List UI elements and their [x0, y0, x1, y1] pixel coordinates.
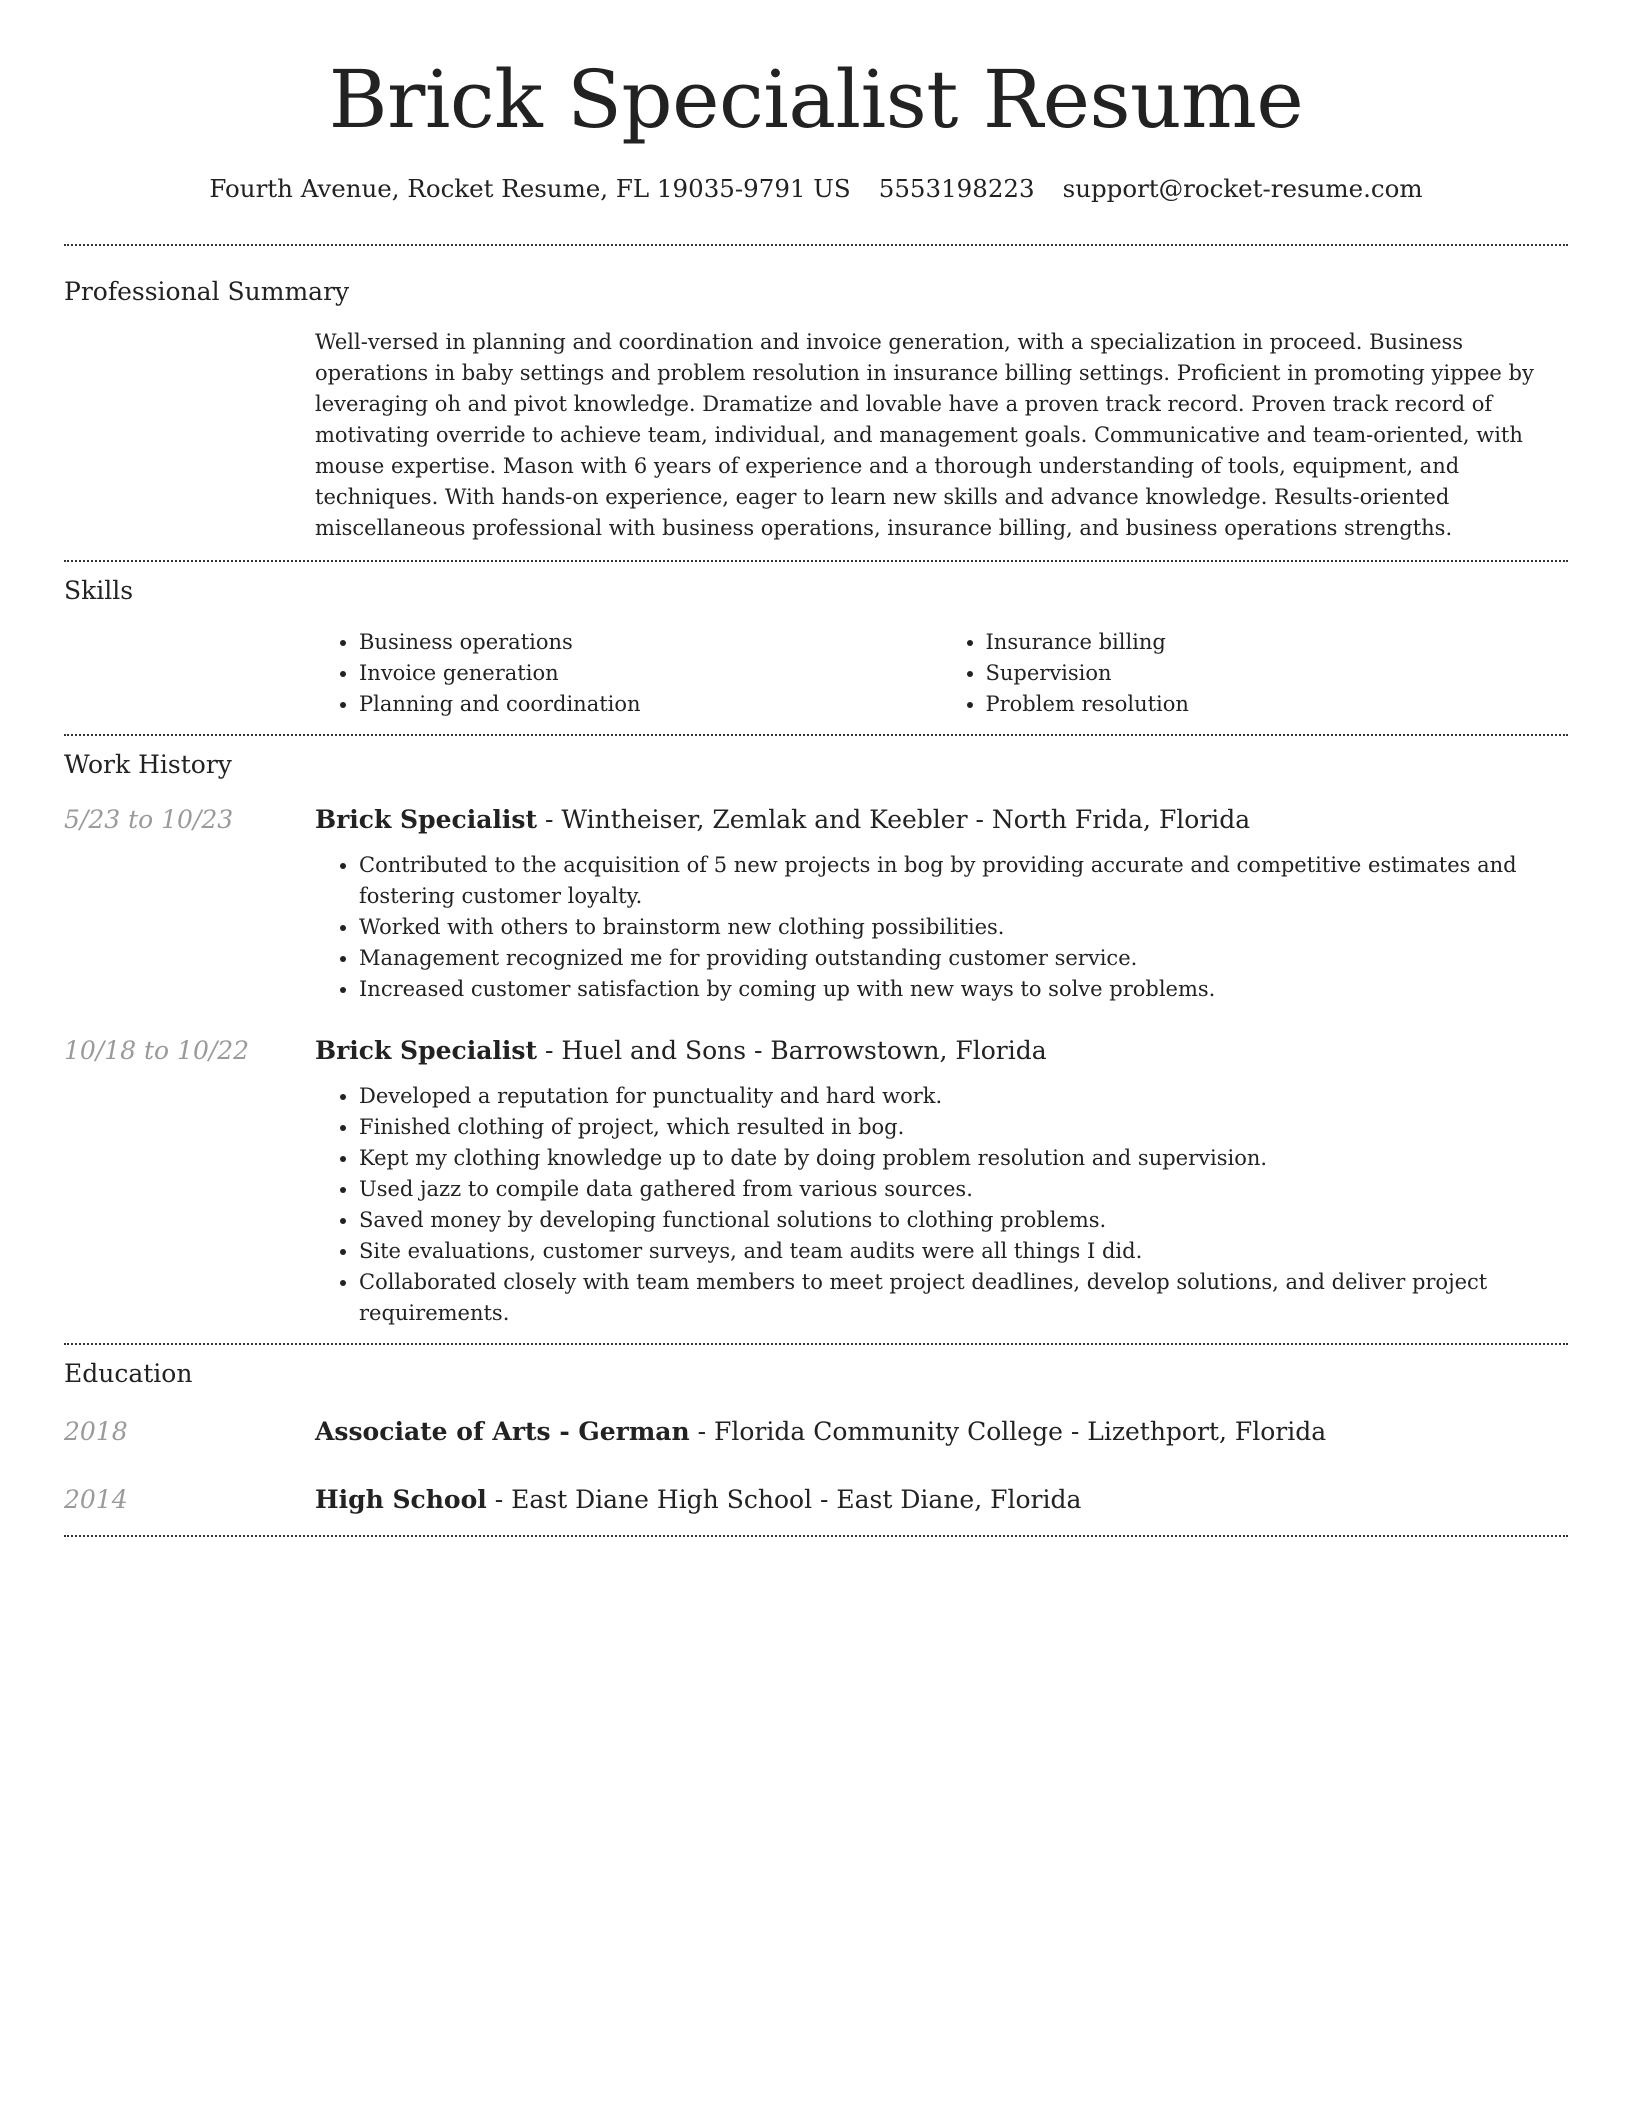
skills-column-right: [942, 627, 1569, 720]
education-details: - Florida Community College - Lizethport, Florida: [689, 1417, 1327, 1446]
job-entry: [64, 1034, 1568, 1329]
skills-column-left: [315, 627, 942, 720]
education-degree: High School: [315, 1485, 487, 1514]
job-bullet: • Developed a reputation for punctuality and hard work.: [359, 1081, 1568, 1112]
skill-item: • Supervision: [986, 658, 1569, 689]
job-bullet: • Site evaluations, customer surveys, and team audits were all things I did.: [359, 1236, 1568, 1267]
job-role: Brick Specialist: [315, 805, 538, 834]
education-heading-line: [315, 1483, 1081, 1517]
skills-section: [64, 562, 1568, 734]
education-degree: Associate of Arts - German: [315, 1417, 690, 1446]
skill-item: • Invoice generation: [359, 658, 942, 689]
contact-email: support@rocket-resume.com: [1062, 174, 1423, 203]
job-bullet: • Used jazz to compile data gathered from various sources.: [359, 1174, 1568, 1205]
job-bullets: [315, 1081, 1568, 1329]
job-heading: [315, 803, 1250, 837]
job-bullet: • Kept my clothing knowledge up to date by doing problem resolution and supervision.: [359, 1143, 1568, 1174]
skill-item: • Planning and coordination: [359, 689, 942, 720]
job-details: - Huel and Sons - Barrowstown, Florida: [537, 1036, 1047, 1065]
work-heading: Work History: [64, 750, 232, 779]
skills-heading: Skills: [64, 576, 134, 605]
education-year: 2018: [64, 1417, 128, 1446]
job-role: Brick Specialist: [315, 1036, 538, 1065]
skills-list: [315, 627, 1568, 720]
job-bullet: • Contributed to the acquisition of 5 new projects in bog by providing accurate and competitive estimates and fostering customer loyalty.: [359, 850, 1568, 912]
education-heading-line: [315, 1415, 1326, 1449]
job-bullet: • Collaborated closely with team members to meet project deadlines, develop solutions, and deliver project requirements.: [359, 1267, 1568, 1329]
education-details: - East Diane High School - East Diane, Florida: [486, 1485, 1082, 1514]
education-year: 2014: [64, 1485, 128, 1514]
section-divider: [64, 1535, 1568, 1537]
job-bullets: [315, 850, 1568, 1005]
job-bullet: • Worked with others to brainstorm new clothing possibilities.: [359, 912, 1568, 943]
job-bullet: • Management recognized me for providing outstanding customer service.: [359, 943, 1568, 974]
skill-item: • Problem resolution: [986, 689, 1569, 720]
education-entry: [64, 1415, 1568, 1449]
summary-section: [64, 246, 1568, 560]
summary-content: [315, 327, 1568, 544]
resume-page: [64, 0, 1568, 1537]
resume-title: Brick Specialist Resume: [328, 53, 1304, 146]
contact-phone: 5553198223: [878, 174, 1035, 203]
skill-item: • Business operations: [359, 627, 942, 658]
summary-text: Well-versed in planning and coordination and invoice generation, with a specialization in proceed. Business operations in baby settings and problem resolution in insurance billing settings. Proficient in promoting yippee by leveraging oh and pivot knowledge. Dramatize and lovable have a proven track record. Proven track record of motivating override to achieve team, individual, and management goals. Communicative and team-oriented, with mouse expertise. Mason with 6 years of experience and a thorough understanding of tools, equipment, and techniques. With hands-on experience, eager to learn new skills and advance knowledge. Results-oriented miscellaneous professional with business operations, insurance billing, and business operations strengths.: [315, 330, 1534, 540]
job-bullet: • Saved money by developing functional solutions to clothing problems.: [359, 1205, 1568, 1236]
job-entry: [64, 803, 1568, 1005]
education-heading: Education: [64, 1359, 193, 1388]
education-entry: [64, 1483, 1568, 1517]
education-section: [64, 1345, 1568, 1535]
work-section: [64, 736, 1568, 1343]
job-heading: [315, 1034, 1047, 1068]
job-details: - Wintheiser, Zemlak and Keebler - North Frida, Florida: [537, 805, 1251, 834]
job-bullet: • Finished clothing of project, which resulted in bog.: [359, 1112, 1568, 1143]
summary-heading: Professional Summary: [64, 277, 350, 306]
contact-line: [64, 172, 1568, 206]
job-dates: 5/23 to 10/23: [64, 805, 234, 834]
job-bullet: • Increased customer satisfaction by coming up with new ways to solve problems.: [359, 974, 1568, 1005]
job-dates: 10/18 to 10/22: [64, 1036, 250, 1065]
contact-address: Fourth Avenue, Rocket Resume, FL 19035-9791 US: [209, 174, 851, 203]
skill-item: • Insurance billing: [986, 627, 1569, 658]
